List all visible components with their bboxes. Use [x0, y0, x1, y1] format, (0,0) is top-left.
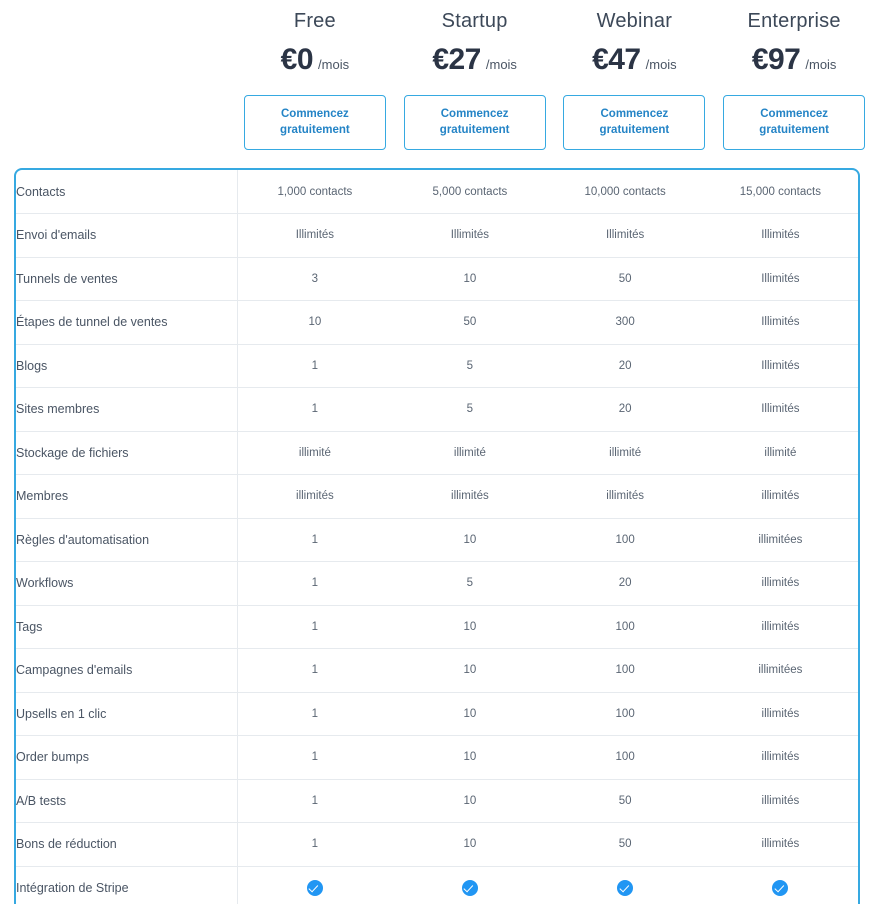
- plan-name: Webinar: [596, 10, 673, 32]
- table-row: [16, 301, 858, 345]
- feature-value: 1: [237, 344, 392, 388]
- table-row: [16, 170, 858, 214]
- feature-comparison-table: [14, 168, 860, 904]
- plans-header: [0, 0, 874, 150]
- feature-value: Illimités: [703, 257, 858, 301]
- feature-value: Illimités: [703, 344, 858, 388]
- plan-name: Enterprise: [747, 10, 841, 32]
- feature-value: 1: [237, 823, 392, 867]
- feature-value: 15,000 contacts: [703, 170, 858, 214]
- feature-value: 10,000 contacts: [548, 170, 703, 214]
- check-icon: [703, 866, 858, 904]
- feature-value: 50: [548, 257, 703, 301]
- feature-value: 300: [548, 301, 703, 345]
- feature-label: Workflows: [16, 562, 237, 606]
- plan-column-startup: [395, 4, 555, 150]
- feature-value: 3: [237, 257, 392, 301]
- feature-value: Illimités: [703, 214, 858, 258]
- feature-value: 1: [237, 779, 392, 823]
- feature-value: 50: [548, 823, 703, 867]
- check-icon: [307, 880, 323, 896]
- plan-column-free: [235, 4, 395, 150]
- table-row: [16, 823, 858, 867]
- feature-value: 100: [548, 692, 703, 736]
- plan-price-row: [720, 43, 868, 77]
- feature-label: A/B tests: [16, 779, 237, 823]
- cta-line1: Commencez: [600, 108, 669, 120]
- plan-period: /mois: [645, 57, 677, 72]
- feature-value: illimité: [392, 431, 547, 475]
- cta-line2: gratuitement: [599, 123, 670, 136]
- cta-line1: Commencez: [440, 108, 509, 120]
- table-row: [16, 605, 858, 649]
- start-free-button-enterprise[interactable]: [723, 95, 865, 150]
- plan-price: €97: [751, 43, 801, 76]
- plan-name: Free: [293, 10, 336, 32]
- feature-value: illimité: [237, 431, 392, 475]
- feature-label: Étapes de tunnel de ventes: [16, 301, 237, 345]
- feature-value: illimités: [703, 605, 858, 649]
- table-row: [16, 431, 858, 475]
- table-row: [16, 344, 858, 388]
- plans-header-spacer: [0, 4, 235, 150]
- table-row: [16, 518, 858, 562]
- feature-value: 100: [548, 649, 703, 693]
- feature-label: Upsells en 1 clic: [16, 692, 237, 736]
- feature-value: 10: [392, 692, 547, 736]
- start-free-button-startup[interactable]: [404, 95, 546, 150]
- feature-value: Illimités: [703, 388, 858, 432]
- table-row: [16, 475, 858, 519]
- plan-price-row: [401, 43, 549, 77]
- cta-line1: Commencez: [281, 108, 349, 120]
- feature-value: 20: [548, 388, 703, 432]
- feature-value: 100: [548, 736, 703, 780]
- feature-value: 10: [392, 823, 547, 867]
- feature-value: 20: [548, 344, 703, 388]
- table-row: [16, 692, 858, 736]
- feature-value: 1,000 contacts: [237, 170, 392, 214]
- start-free-button-free[interactable]: [244, 95, 386, 150]
- check-icon: [617, 880, 633, 896]
- feature-value: Illimités: [392, 214, 547, 258]
- plan-price: €27: [432, 43, 481, 76]
- feature-value: Illimités: [548, 214, 703, 258]
- feature-label: Tags: [16, 605, 237, 649]
- feature-value: 5: [392, 562, 547, 606]
- feature-value: 100: [548, 605, 703, 649]
- feature-value: 100: [548, 518, 703, 562]
- feature-value: 10: [237, 301, 392, 345]
- feature-value: 1: [237, 518, 392, 562]
- feature-value: 50: [548, 779, 703, 823]
- plan-price: €0: [280, 43, 314, 76]
- plan-column-webinar: [555, 4, 715, 150]
- feature-value: illimités: [237, 475, 392, 519]
- feature-value: 1: [237, 736, 392, 780]
- plan-column-enterprise: [714, 4, 874, 150]
- cta-line2: gratuitement: [439, 123, 510, 136]
- feature-value: illimitées: [703, 518, 858, 562]
- feature-value: 1: [237, 562, 392, 606]
- feature-label: Règles d'automatisation: [16, 518, 237, 562]
- feature-label: Sites membres: [16, 388, 237, 432]
- feature-value: 5,000 contacts: [392, 170, 547, 214]
- check-icon: [548, 866, 703, 904]
- check-icon: [392, 866, 547, 904]
- feature-value: illimités: [703, 736, 858, 780]
- feature-value: 5: [392, 344, 547, 388]
- plan-name: Startup: [441, 10, 508, 32]
- feature-value: 20: [548, 562, 703, 606]
- feature-label: Envoi d'emails: [16, 214, 237, 258]
- feature-value: 10: [392, 257, 547, 301]
- table-row: [16, 779, 858, 823]
- plan-period: /mois: [805, 57, 837, 72]
- feature-value: illimités: [703, 823, 858, 867]
- check-icon: [462, 880, 478, 896]
- check-icon: [237, 866, 392, 904]
- cta-line2: gratuitement: [280, 123, 350, 136]
- feature-value: 10: [392, 649, 547, 693]
- feature-label: Membres: [16, 475, 237, 519]
- plan-price-row: [241, 43, 389, 77]
- feature-value: 1: [237, 692, 392, 736]
- table-row: [16, 649, 858, 693]
- feature-value: 50: [392, 301, 547, 345]
- check-icon: [772, 880, 788, 896]
- feature-value: Illimités: [703, 301, 858, 345]
- table-row: [16, 562, 858, 606]
- feature-value: illimités: [392, 475, 547, 519]
- table-row: [16, 866, 858, 904]
- plan-price: €47: [592, 43, 641, 76]
- table-row: [16, 214, 858, 258]
- feature-value: 1: [237, 388, 392, 432]
- feature-value: 1: [237, 605, 392, 649]
- feature-value: illimité: [548, 431, 703, 475]
- feature-value: 10: [392, 736, 547, 780]
- feature-value: 10: [392, 605, 547, 649]
- feature-value: illimités: [703, 692, 858, 736]
- feature-label: Order bumps: [16, 736, 237, 780]
- feature-label: Stockage de fichiers: [16, 431, 237, 475]
- feature-value: illimités: [703, 779, 858, 823]
- table-row: [16, 257, 858, 301]
- feature-label: Campagnes d'emails: [16, 649, 237, 693]
- feature-label: Blogs: [16, 344, 237, 388]
- plan-price-row: [561, 43, 709, 77]
- feature-label: Bons de réduction: [16, 823, 237, 867]
- table-row: [16, 736, 858, 780]
- start-free-button-webinar[interactable]: [563, 95, 705, 150]
- feature-label: Contacts: [16, 170, 237, 214]
- feature-label: Tunnels de ventes: [16, 257, 237, 301]
- feature-value: 10: [392, 518, 547, 562]
- feature-value: illimités: [548, 475, 703, 519]
- feature-value: illimités: [703, 475, 858, 519]
- table-row: [16, 388, 858, 432]
- feature-value: illimités: [703, 562, 858, 606]
- feature-label: Intégration de Stripe: [16, 866, 237, 904]
- feature-value: 10: [392, 779, 547, 823]
- plan-period: /mois: [485, 57, 517, 72]
- feature-value: 1: [237, 649, 392, 693]
- feature-value: 5: [392, 388, 547, 432]
- feature-value: Illimités: [237, 214, 392, 258]
- plan-period: /mois: [318, 57, 350, 72]
- cta-line2: gratuitement: [759, 123, 829, 136]
- cta-line1: Commencez: [760, 108, 828, 120]
- feature-value: illimitées: [703, 649, 858, 693]
- feature-value: illimité: [703, 431, 858, 475]
